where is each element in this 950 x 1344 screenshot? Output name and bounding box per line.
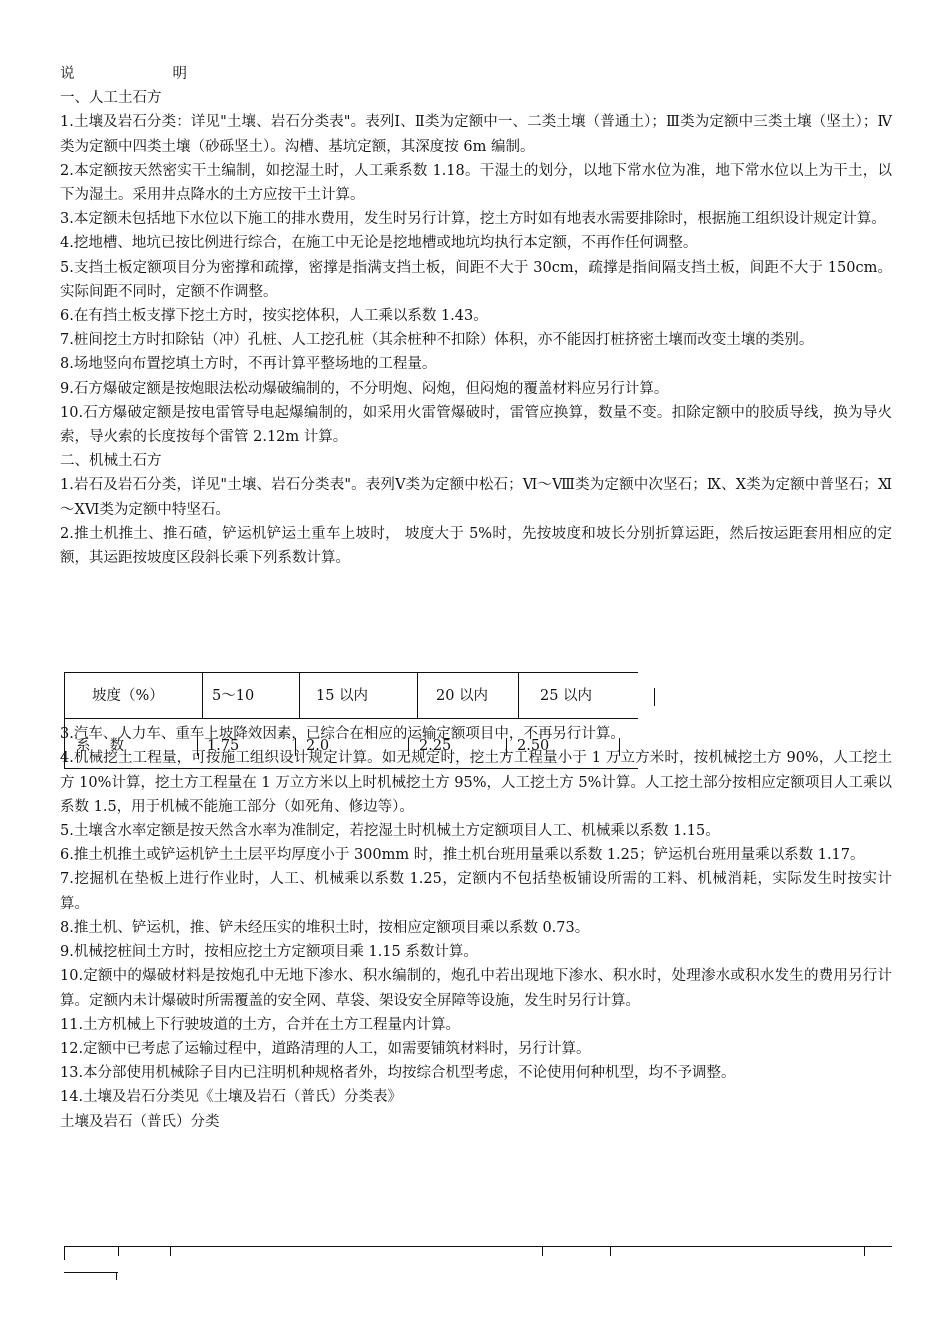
machine-item-6: 6.推土机推土或铲运机铲土土层平均厚度小于 300mm 时，推土机台班用量乘以系数 1.25；铲运机台班用量乘以系数 1.17。 — [60, 847, 865, 864]
manual-item-5: 5.支挡土板定额项目分为密撑和疏撑，密撑是指满支挡土板，间距不大于 30cm，疏撑是指间隔支挡土板，间距不大于 150cm。实际间距不同时，定额不作调整。 — [60, 259, 892, 300]
class-table-divider — [542, 1246, 543, 1256]
coefficient-value: 1.75 — [207, 738, 240, 754]
manual-item-6: 6.在有挡土板支撑下挖土方时，按实挖体积，人工乘以系数 1.43。 — [60, 308, 488, 325]
section-heading-manual: 一、人工土石方 — [60, 90, 162, 107]
class-table-left-border — [64, 1246, 65, 1260]
manual-item-2: 2.本定额按天然密实干土编制，如挖湿土时，人工乘系数 1.18。干湿土的划分，以地下常水位为准，地下常水位以上为干土，以下为湿土。采用井点降水的土方应按干土计算。 — [60, 162, 892, 204]
coefficient-value: 2.25 — [419, 738, 452, 754]
machine-item-14: 14.土壤及岩石分类见《土壤及岩石（普氏）分类表》 — [60, 1089, 403, 1106]
machine-item-3: 3.汽车、人力车、重车上坡降效因素，已综合在相应的运输定额项目中，不再另行计算。 — [60, 726, 625, 743]
machine-item-2: 2.推土机推土、推石碴，铲运机铲运土重车上坡时， 坡度大于 5%时，先按坡度和坡长分别折算运距，然后按运距套用相应的定额，其运距按坡度区段斜长乘下列系数计算。 — [60, 525, 892, 567]
table-right-border — [619, 738, 620, 756]
coefficient-value: 2.50 — [517, 738, 550, 754]
section-heading-machine: 二、机械土石方 — [60, 453, 162, 470]
table-bottom-rule — [64, 768, 638, 769]
class-table-second-rule — [64, 1272, 118, 1273]
coefficient-value: 2.0 — [306, 738, 330, 754]
slope-header-label: 坡度（%） — [92, 688, 164, 704]
machine-item-4: 4.机械挖土工程量，可按施工组织设计规定计算。如无规定时，挖土方工程量小于 1 万立方米时，按机械挖土方 90%，人工挖土方 10%计算，挖土方工程量在 1 万立方米以上时机械挖土方 95%，人工挖土方 5%计算。人工挖土部分按相应定额项目人工乘以系数 1.5，用于机械不能施工部分（如死角、修边等）。 — [60, 750, 892, 815]
machine-item-1: 1.岩石及岩石分类，详见"土壤、岩石分类表"。表列Ⅴ类为定额中松石；Ⅵ～Ⅷ类为定额中次坚石；Ⅸ、Ⅹ类为定额中普坚石；Ⅺ～ⅩⅥ类为定额中特坚石。 — [60, 477, 892, 518]
table-top-rule — [64, 672, 638, 673]
table-divider — [299, 672, 300, 718]
machine-item-7: 7.挖掘机在垫板上进行作业时，人工、机械乘以系数 1.25，定额内不包括垫板铺设所需的工料、机械消耗，实际发生时按实计算。 — [60, 871, 892, 912]
class-table-top-rule — [64, 1246, 892, 1247]
table-left-border — [64, 672, 65, 768]
class-table-caption: 土壤及岩石（普氏）分类 — [60, 1113, 220, 1130]
manual-item-4: 4.挖地槽、地坑已按比例进行综合，在施工中无论是挖地槽或地坑均执行本定额，不再作任何调整。 — [60, 235, 698, 252]
manual-item-9: 9.石方爆破定额是按炮眼法松动爆破编制的，不分明炮、闷炮，但闷炮的覆盖材料应另行计算。 — [60, 380, 669, 397]
class-table-divider — [864, 1246, 865, 1256]
class-table-divider — [118, 1246, 119, 1256]
slope-coefficient-table — [62, 666, 662, 776]
page-title-right: 明 — [172, 66, 187, 82]
table-divider — [417, 672, 418, 718]
machine-item-5: 5.土壤含水率定额是按天然含水率为准制定，若挖湿土时机械土方定额项目人工、机械乘以系数 1.15。 — [60, 823, 720, 840]
table-divider — [202, 672, 203, 718]
class-table-divider — [170, 1246, 171, 1256]
table-divider — [197, 738, 198, 756]
table-divider — [408, 738, 409, 756]
table-divider — [295, 738, 296, 756]
manual-item-7: 7.桩间挖土方时扣除钻（冲）孔桩、人工挖孔桩（其余桩种不扣除）体积，亦不能因打桩挤密土壤而改变土壤的类别。 — [60, 332, 814, 349]
manual-item-3: 3.本定额未包括地下水位以下施工的排水费用，发生时另行计算，挖土方时如有地表水需要排除时，根据施工组织设计规定计算。 — [60, 211, 886, 228]
coefficient-row-label: 系 数 — [76, 738, 125, 754]
manual-item-1: 1.土壤及岩石分类：详见"土壤、岩石分类表"。表列Ⅰ、Ⅱ类为定额中一、二类土壤（普通土）；Ⅲ类为定额中三类土壤（坚土）；Ⅳ类为定额中四类土壤（砂砾坚土）。沟槽、基坑定额，其深度按 6m 编制。 — [60, 114, 892, 155]
slope-header-cell: 25 以内 — [540, 688, 593, 704]
table-right-border — [654, 688, 655, 706]
manual-item-10: 10.石方爆破定额是按电雷管导电起爆编制的，如采用火雷管爆破时，雷管应换算，数量不变。扣除定额中的胶质导线，换为导火索，导火索的长度按每个雷管 2.12m 计算。 — [60, 404, 892, 446]
slope-header-cell: 15 以内 — [316, 688, 369, 704]
soil-rock-classification-table — [62, 1238, 894, 1278]
machine-item-13: 13.本分部使用机械除子目内已注明机种规格者外，均按综合机型考虑，不论使用何种机型，均不予调整。 — [60, 1065, 736, 1082]
table-middle-rule — [64, 718, 638, 719]
table-divider — [518, 672, 519, 718]
manual-item-8: 8.场地竖向布置挖填土方时，不再计算平整场地的工程量。 — [60, 356, 437, 373]
machine-item-9: 9.机械挖桩间土方时，按相应挖土方定额项目乘 1.15 系数计算。 — [60, 944, 478, 961]
machine-item-12: 12.定额中已考虑了运输过程中，道路清理的人工，如需要铺筑材料时，另行计算。 — [60, 1040, 591, 1057]
page-title — [60, 62, 892, 86]
machine-item-8: 8.推土机、铲运机，推、铲未经压实的堆积土时，按相应定额项目乘以系数 0.73。 — [60, 919, 590, 936]
slope-header-cell: 5～10 — [212, 688, 255, 704]
document-body — [60, 62, 892, 1134]
machine-item-10: 10.定额中的爆破材料是按炮孔中无地下渗水、积水编制的，炮孔中若出现地下渗水、积水时，处理渗水或积水发生的费用另行计算。定额内未计爆破时所需覆盖的安全网、草袋、架设安全屏障等设施，发生时另行计算。 — [60, 968, 892, 1009]
class-table-divider — [610, 1246, 611, 1256]
machine-item-11: 11.土方机械上下行驶坡道的土方，合并在土方工程量内计算。 — [60, 1016, 461, 1033]
page-title-left: 说 — [60, 66, 75, 82]
table-divider — [506, 738, 507, 756]
slope-header-cell: 20 以内 — [436, 688, 489, 704]
class-table-divider — [116, 1272, 117, 1280]
